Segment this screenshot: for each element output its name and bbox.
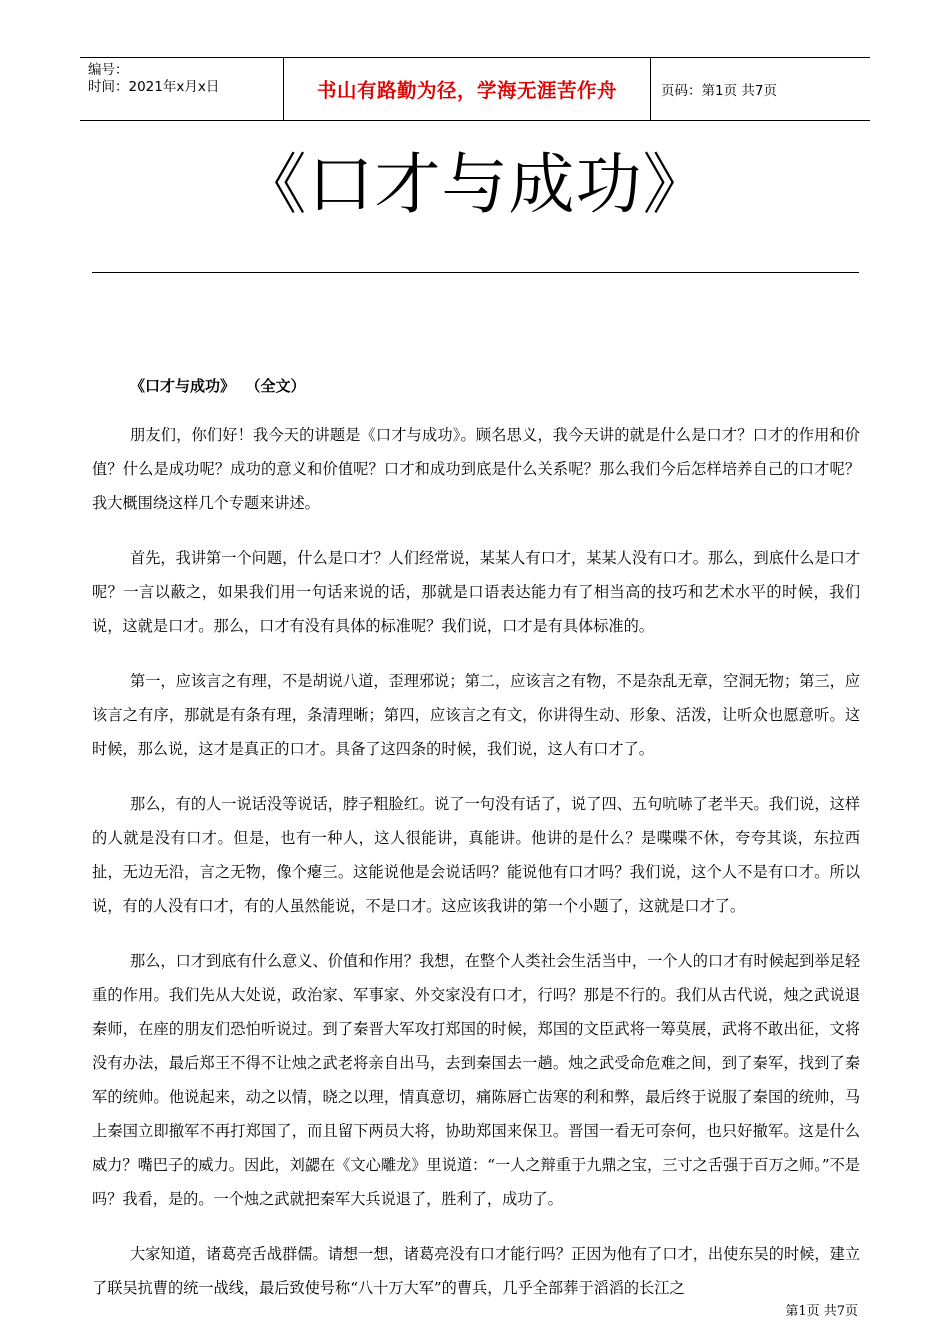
paragraph: 朋友们，你们好！我今天的讲题是《口才与成功》。顾名思义，我今天讲的就是什么是口才？口才的作用和价值？什么是成功呢？成功的意义和价值呢？口才和成功到底是什么关系呢？那么我们今后怎样培养自己的口才呢？我大概围绕这样几个专题来讲述。: [92, 426, 860, 512]
motto: 书山有路勤为径，学海无涯苦作舟: [283, 58, 651, 120]
page-code: 页码：第1页 共7页: [661, 83, 777, 99]
paragraph: 首先，我讲第一个问题，什么是口才？人们经常说，某某人有口才，某某人没有口才。那么，到底什么是口才呢？一言以蔽之，如果我们用一句话来说的话，那就是口语表达能力有了相当高的技巧和艺术水平的时候，我们说，这就是口才。那么，口才有没有具体的标准呢？我们说，口才是有具体标准的。: [92, 549, 860, 635]
time-label: 时间：2021年x月x日: [88, 79, 220, 95]
page-footer: 第1页 共7页: [785, 1304, 858, 1319]
paragraph: 第一，应该言之有理，不是胡说八道，歪理邪说；第二，应该言之有物，不是杂乱无章，空洞无物；第三，应该言之有序，那就是有条有理，条清理晰；第四，应该言之有文，你讲得生动、形象、活泼，让听众也愿意听。这时候，那么说，这才是真正的口才。具备了这四条的时候，我们说，这人有口才了。: [92, 672, 860, 758]
number-label: 编号：: [88, 62, 129, 78]
paragraph: 那么，有的人一说话没等说话，脖子粗脸红。说了一句没有话了，说了四、五句吭哧了老半天。我们说，这样的人就是没有口才。但是，也有一种人，这人很能讲，真能讲。他讲的是什么？是喋喋不休，夸夸其谈，东拉西扯，无边无沿，言之无物，像个瘪三。这能说他是会说话吗？能说他有口才吗？我们说，这个人不是有口才。所以说，有的人没有口才，有的人虽然能说，不是口才。这应该我讲的第一个小题了，这就是口才了。: [92, 795, 860, 915]
document-header: [80, 57, 870, 121]
document-body: [92, 370, 860, 1326]
subheading: 《口才与成功》 （全文）: [130, 377, 306, 395]
title-divider: [92, 272, 859, 273]
document-title: 《口才与成功》: [240, 146, 710, 223]
paragraph: 那么，口才到底有什么意义、价值和作用？我想，在整个人类社会生活当中，一个人的口才有时候起到举足轻重的作用。我们先从大处说，政治家、军事家、外交家没有口才，行吗？那是不行的。我们从古代说，烛之武说退秦师，在座的朋友们恐怕听说过。到了秦晋大军攻打郑国的时候，郑国的文臣武将一筹莫展，武将不敢出征，文将没有办法，最后郑王不得不让烛之武老将亲自出马，去到秦国去一趟。烛之武受命危难之间，到了秦军，找到了秦军的统帅。他说起来，动之以情，晓之以理，情真意切，痛陈唇亡齿寒的利和弊，最后终于说服了秦国的统帅，马上秦国立即撤军不再打郑国了，而且留下两员大将，协助郑国来保卫。晋国一看无可奈何，也只好撤军。这是什么威力？嘴巴子的威力。因此，刘勰在《文心雕龙》里说道：“一人之辩重于九鼎之宝，三寸之舌强于百万之师。”不是吗？我看，是的。一个烛之武就把秦军大兵说退了，胜利了，成功了。: [92, 952, 860, 1208]
paragraph: 大家知道，诸葛亮舌战群儒。请想一想，诸葛亮没有口才能行吗？正因为他有了口才，出使东吴的时候，建立了联吴抗曹的统一战线，最后致使号称“八十万大军”的曹兵，几乎全部葬于滔滔的长江之: [92, 1245, 860, 1297]
header-left-cell: [80, 58, 283, 120]
